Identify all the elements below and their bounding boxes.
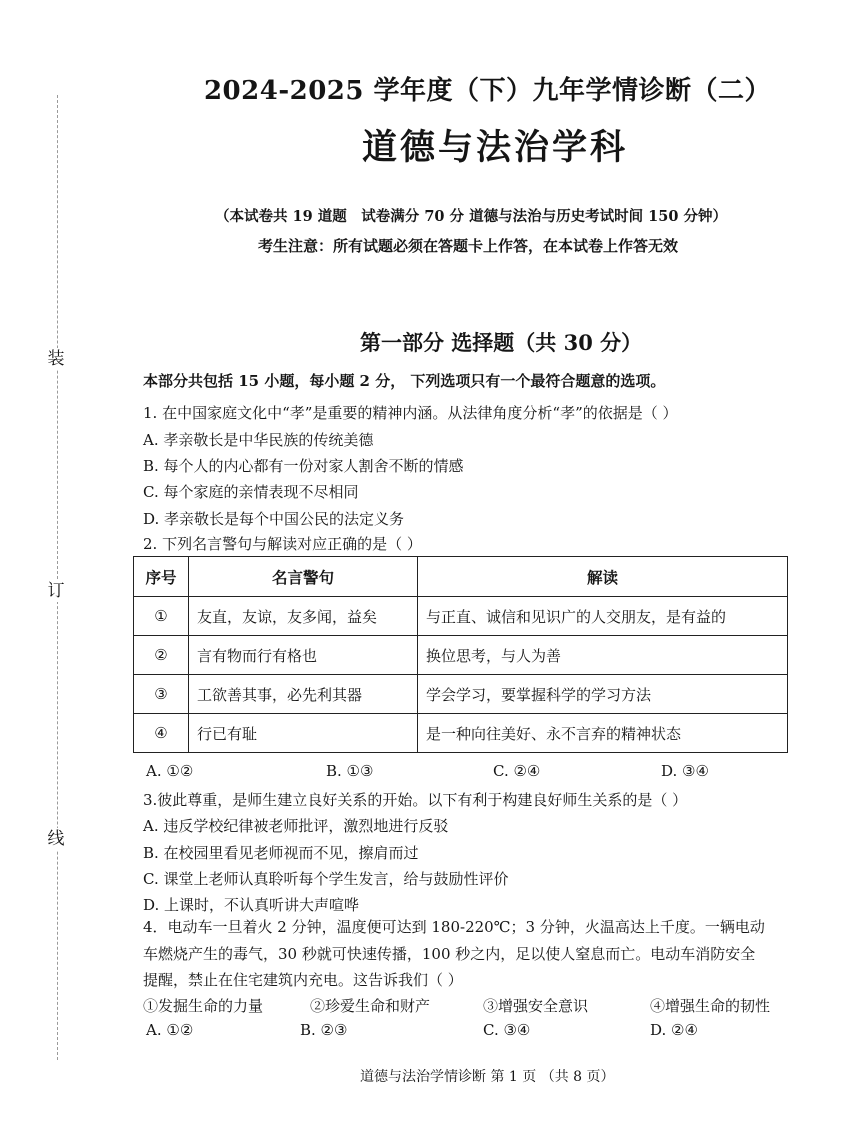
table-cell-number: ④ — [134, 714, 189, 753]
q4-item-2: ②珍爱生命和财产 — [310, 997, 431, 1015]
q4-item-3: ③增强安全意识 — [483, 997, 589, 1015]
q4-choice-b: B. ②③ — [300, 1021, 348, 1039]
page-footer: 道德与法治学情诊断 第 1 页 （共 8 页） — [360, 1069, 615, 1085]
exam-info: （本试卷共 19 道题 试卷满分 70 分 道德与法治与历史考试时间 150 分钟） — [215, 208, 727, 225]
binding-line — [57, 95, 58, 1060]
table-cell-quote: 工欲善其事，必先利其器 — [189, 675, 418, 714]
q2-choice-d: D. ③④ — [661, 762, 709, 780]
q3-stem: 3.彼此尊重，是师生建立良好关系的开始。以下有利于构建良好师生关系的是（ ） — [143, 791, 688, 809]
q1-option-c: C. 每个家庭的亲情表现不尽相同 — [143, 483, 359, 501]
q2-choice-c: C. ②④ — [493, 762, 541, 780]
q3-option-c: C. 课堂上老师认真聆听每个学生发言，给与鼓励性评价 — [143, 870, 509, 888]
subject-title: 道德与法治学科 — [361, 127, 628, 168]
q1-stem: 1. 在中国家庭文化中“孝”是重要的精神内涵。从法律角度分析“孝”的依据是（ ） — [143, 404, 678, 422]
q3-option-d: D. 上课时，不认真听讲大声喧哗 — [143, 896, 360, 914]
table-cell-number: ① — [134, 597, 189, 636]
table-cell-interpretation: 换位思考，与人为善 — [418, 636, 788, 675]
q3-option-a: A. 违反学校纪律被老师批评，激烈地进行反驳 — [143, 817, 449, 835]
table-header-row — [134, 557, 788, 597]
q4-stem-line1: 4．电动车一旦着火 2 分钟，温度便可达到 180-220℃；3 分钟，火温高达上千度。一辆电动 — [143, 918, 765, 936]
table-cell-interpretation: 与正直、诚信和见识广的人交朋友，是有益的 — [418, 597, 788, 636]
q1-option-a: A. 孝亲敬长是中华民族的传统美德 — [143, 431, 374, 449]
q4-stem-line2: 车燃烧产生的毒气，30 秒就可快速传播，100 秒之内，足以使人窒息而亡。电动车消防安全 — [143, 945, 756, 963]
q4-item-1: ①发掘生命的力量 — [143, 997, 264, 1015]
table-row — [134, 636, 788, 675]
exam-title: 2024-2025 学年度（下）九年学情诊断（二） — [203, 76, 772, 106]
table-cell-quote: 行已有耻 — [189, 714, 418, 753]
table-row — [134, 675, 788, 714]
binding-char-xian: 线 — [45, 828, 67, 850]
q2-choice-a: A. ①② — [146, 762, 194, 780]
table-cell-quote: 言有物而行有格也 — [189, 636, 418, 675]
q3-option-b: B. 在校园里看见老师视而不见，擦肩而过 — [143, 844, 419, 862]
table-header: 名言警句 — [189, 557, 418, 597]
q4-item-4: ④增强生命的韧性 — [650, 997, 771, 1015]
q4-choice-c: C. ③④ — [483, 1021, 531, 1039]
table-row — [134, 714, 788, 753]
table-cell-number: ③ — [134, 675, 189, 714]
table-cell-quote: 友直，友谅，友多闻，益矣 — [189, 597, 418, 636]
q4-choice-d: D. ②④ — [650, 1021, 698, 1039]
q2-choice-b: B. ①③ — [326, 762, 374, 780]
table-cell-interpretation: 学会学习，要掌握科学的学习方法 — [418, 675, 788, 714]
part1-instructions: 本部分共包括 15 小题，每小题 2 分， 下列选项只有一个最符合题意的选项。 — [143, 372, 666, 390]
binding-char-zhuang: 装 — [45, 348, 67, 370]
part1-title: 第一部分 选择题（共 30 分） — [360, 330, 643, 355]
exam-notice: 考生注意：所有试题必须在答题卡上作答，在本试卷上作答无效 — [258, 237, 679, 255]
q2-table — [133, 556, 788, 753]
table-header: 解读 — [418, 557, 788, 597]
table-header: 序号 — [134, 557, 189, 597]
table-row — [134, 597, 788, 636]
q1-option-b: B. 每个人的内心都有一份对家人割舍不断的情感 — [143, 457, 464, 475]
q4-choice-a: A. ①② — [146, 1021, 194, 1039]
q2-stem: 2. 下列名言警句与解读对应正确的是（ ） — [143, 535, 422, 553]
binding-char-ding: 订 — [45, 580, 67, 602]
table-cell-number: ② — [134, 636, 189, 675]
q1-option-d: D. 孝亲敬长是每个中国公民的法定义务 — [143, 510, 405, 528]
q4-stem-line3: 提醒，禁止在住宅建筑内充电。这告诉我们（ ） — [143, 971, 463, 989]
table-cell-interpretation: 是一种向往美好、永不言弃的精神状态 — [418, 714, 788, 753]
